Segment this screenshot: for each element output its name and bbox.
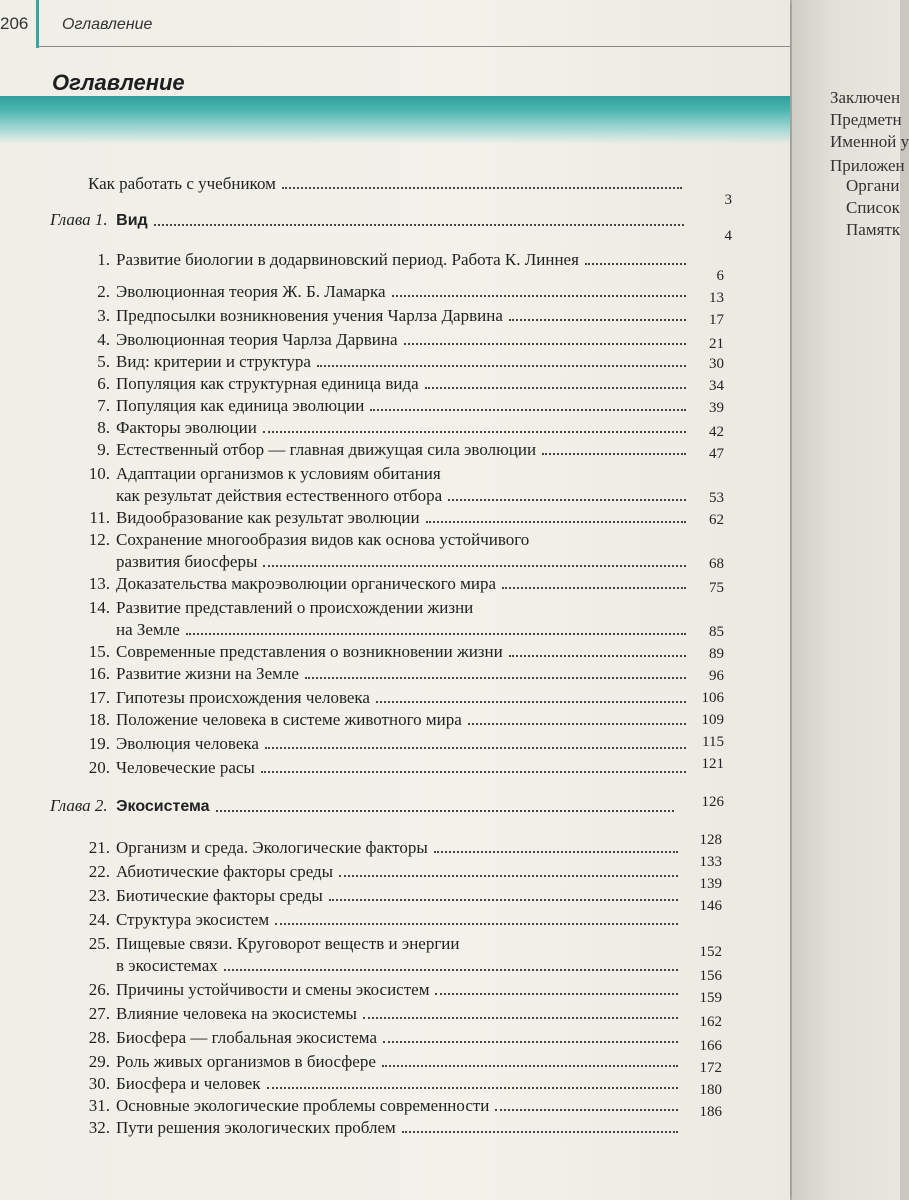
leader-dots [404, 343, 686, 345]
toc-entry-number: 32. [88, 1118, 110, 1137]
toc-entry-page: 6 [716, 268, 724, 284]
facing-page-item: Органи [846, 176, 900, 195]
toc-entry-title: Адаптации организмов к условиям обитания [116, 464, 441, 483]
toc-entry-number: 25. [88, 934, 110, 953]
toc-entry [78, 734, 692, 754]
chapter-1-title: Вид [116, 212, 148, 229]
toc-entry-title-continued: в экосистемах [116, 956, 218, 975]
toc-entry-page: 180 [699, 1082, 722, 1098]
leader-dots [392, 295, 686, 297]
toc-entry-page: 85 [709, 624, 724, 640]
toc-entry-continuation [116, 486, 692, 506]
toc-entry-page: 17 [709, 312, 724, 328]
toc-entry-number: 15. [88, 642, 110, 661]
toc-entry-page: 139 [699, 876, 722, 892]
toc-entry-number: 31. [88, 1096, 110, 1115]
chapter-2-title: Экосистема [116, 798, 210, 815]
toc-entry-title: Положение человека в системе животного мира [116, 710, 462, 729]
toc-intro-row [88, 174, 688, 194]
toc-entry-title: Эволюционная теория Ж. Б. Ламарка [116, 282, 386, 301]
toc-entry-title: Роль живых организмов в биосфере [116, 1052, 376, 1071]
toc-entry-page: 109 [701, 712, 724, 728]
leader-dots [186, 633, 686, 635]
running-header [0, 0, 790, 46]
leader-dots [154, 224, 684, 226]
toc-entry-page: 121 [701, 756, 724, 772]
toc-entry-number: 14. [88, 598, 110, 617]
toc-entry-number: 11. [89, 508, 110, 527]
toc-entry-number: 7. [97, 396, 110, 415]
toc-entry [78, 688, 692, 708]
toc-entry-number: 3. [97, 306, 110, 325]
toc-entry-page: 30 [709, 356, 724, 372]
toc-entry-title: Абиотические факторы среды [116, 862, 334, 881]
chapter-1-page: 4 [724, 228, 732, 244]
toc-entry-number: 6. [97, 374, 110, 393]
toc-entry-number: 1. [97, 250, 110, 269]
toc-entry-title: Современные представления о возникновении жизни [116, 642, 503, 661]
toc-entry-page: 75 [709, 580, 724, 596]
toc-entry-number: 26. [88, 980, 110, 999]
page-number: 206 [0, 14, 29, 33]
leader-dots [542, 453, 686, 455]
header-accent-line [36, 0, 39, 48]
leader-dots [363, 1017, 678, 1019]
toc-entry-page: 89 [709, 646, 724, 662]
leader-dots [261, 771, 686, 773]
toc-entry-title: Естественный отбор — главная движущая сила эволюции [116, 440, 537, 459]
chapter-1-number: Глава 1. [50, 210, 108, 229]
leader-dots [370, 409, 686, 411]
facing-page-item: Список [846, 198, 900, 217]
toc-entry-number: 18. [88, 710, 110, 729]
toc-entry [78, 1096, 684, 1116]
toc-entry-page: 39 [709, 400, 724, 416]
toc-entry [78, 1118, 684, 1138]
toc-entry-title: Развитие представлений о происхождении жизни [116, 598, 474, 617]
toc-entry-title: Причины устойчивости и смены экосистем [116, 980, 430, 999]
chapter-2-number: Глава 2. [50, 796, 108, 815]
toc-entry-number: 24. [88, 910, 110, 929]
toc-entry-title: Эволюция человека [116, 734, 259, 753]
leader-dots [275, 923, 678, 925]
toc-entry [78, 642, 692, 662]
leader-dots [265, 747, 686, 749]
toc-entry [78, 710, 692, 730]
leader-dots [216, 810, 674, 812]
toc-entry-title: Организм и среда. Экологические факторы [116, 838, 428, 857]
leader-dots [305, 677, 686, 679]
leader-dots [509, 655, 686, 657]
toc-entry-title: Эволюционная теория Чарлза Дарвина [116, 330, 398, 349]
toc-entry-page: 34 [709, 378, 724, 394]
leader-dots [585, 263, 686, 265]
toc-entry-page: 53 [709, 490, 724, 506]
toc-entry-number: 8. [97, 418, 110, 437]
leader-dots [263, 431, 686, 433]
leader-dots [509, 319, 686, 321]
toc-entry-page: 62 [709, 512, 724, 528]
toc-entry-page: 156 [699, 968, 722, 984]
leader-dots [425, 387, 686, 389]
toc-entry [78, 1052, 684, 1072]
chapter-2-row [50, 796, 680, 817]
toc-entry-title-continued: на Земле [116, 620, 180, 639]
toc-entry-number: 12. [88, 530, 110, 549]
leader-dots [382, 1065, 678, 1067]
toc-entry-title: Предпосылки возникновения учения Чарлза Дарвина [116, 306, 503, 325]
toc-entry-title: Биосфера — глобальная экосистема [116, 1028, 377, 1047]
toc-entry-number: 2. [97, 282, 110, 301]
toc-entry-continuation [116, 956, 684, 976]
toc-entry-title: Пути решения экологических проблем [116, 1118, 396, 1137]
leader-dots [448, 499, 686, 501]
toc-entry-title: Влияние человека на экосистемы [116, 1004, 357, 1023]
toc-entry-page: 146 [699, 898, 722, 914]
toc-entry-continuation [116, 552, 692, 572]
toc-entry [78, 758, 692, 778]
toc-entry [78, 1004, 684, 1024]
toc-entry-title: Структура экосистем [116, 910, 270, 929]
toc-entry-title: Биотические факторы среды [116, 886, 323, 905]
toc-entry-title: Развитие биологии в додарвиновский период. Работа К. Линнея [116, 250, 579, 269]
title-band [0, 96, 790, 144]
leader-dots [317, 365, 686, 367]
toc-entry [78, 396, 692, 416]
toc-entry-number: 16. [88, 664, 110, 683]
toc-entry-title-continued: как результат действия естественного отбора [116, 486, 443, 505]
toc-entry-number: 5. [97, 352, 110, 371]
leader-dots [383, 1041, 678, 1043]
toc-entry-page: 115 [702, 734, 724, 750]
toc-entry-page: 13 [709, 290, 724, 306]
toc-entry-title: Человеческие расы [116, 758, 255, 777]
toc-entry-page: 133 [699, 854, 722, 870]
page-title: Оглавление [52, 70, 185, 95]
toc-entry-page: 166 [699, 1038, 722, 1054]
leader-dots [495, 1109, 678, 1111]
toc-entry-page: 21 [709, 336, 724, 352]
toc-entry-title: Развитие жизни на Земле [116, 664, 299, 683]
toc-entry-continuation [116, 620, 692, 640]
leader-dots [329, 899, 678, 901]
leader-dots [502, 587, 686, 589]
toc-entry [78, 282, 692, 302]
running-title: Оглавление [62, 16, 153, 33]
toc-entry-page: 42 [709, 424, 724, 440]
toc-entry [78, 934, 684, 954]
toc-entry-number: 30. [88, 1074, 110, 1093]
facing-page [792, 0, 909, 1200]
header-rule [38, 46, 790, 47]
toc-entry [78, 440, 692, 460]
toc-entry-number: 4. [97, 330, 110, 349]
toc-entry-title: Пищевые связи. Круговорот веществ и энергии [116, 934, 460, 953]
chapter-1-row [50, 210, 690, 231]
toc-entry-number: 17. [88, 688, 110, 707]
toc-entry-number: 28. [88, 1028, 110, 1047]
leader-dots [435, 993, 678, 995]
toc-entry [78, 530, 692, 550]
facing-page-item: Памятк [846, 220, 901, 239]
leader-dots [282, 187, 682, 189]
toc-entry [78, 598, 692, 618]
toc-entry-title: Факторы эволюции [116, 418, 257, 437]
toc-entry [78, 886, 684, 906]
toc-entry-number: 29. [88, 1052, 110, 1071]
toc-entry-page: 68 [709, 556, 724, 572]
toc-entry [78, 508, 692, 528]
toc-entry-page: 162 [699, 1014, 722, 1030]
toc-entry-title: Гипотезы происхождения человека [116, 688, 370, 707]
toc-entry-title: Доказательства макроэволюции органического мира [116, 574, 496, 593]
toc-entry-number: 19. [88, 734, 110, 753]
leader-dots [267, 1087, 678, 1089]
toc-entry-title: Видообразование как результат эволюции [116, 508, 420, 527]
toc-entry-number: 13. [88, 574, 110, 593]
leader-dots [224, 969, 678, 971]
toc-entry-number: 21. [88, 838, 110, 857]
facing-page-item: Предметн [830, 110, 902, 129]
toc-entry-page: 128 [699, 832, 722, 848]
toc-entry-page: 159 [699, 990, 722, 1006]
leader-dots [376, 701, 686, 703]
toc-entry-page: 152 [699, 944, 722, 960]
toc-entry-number: 23. [88, 886, 110, 905]
toc-entry-number: 10. [88, 464, 110, 483]
chapter-2-page: 126 [701, 794, 724, 810]
toc-entry-number: 22. [88, 862, 110, 881]
toc-entry [78, 862, 684, 882]
facing-page-item: Именной у [830, 132, 909, 151]
toc-entry [78, 306, 692, 326]
leader-dots [434, 851, 678, 853]
toc-entry-title: Основные экологические проблемы современности [116, 1096, 490, 1115]
facing-page-item: Приложен [830, 156, 905, 175]
facing-page-item: Заключен [830, 88, 901, 107]
toc-entry-page: 172 [699, 1060, 722, 1076]
toc-intro-label: Как работать с учебником [88, 174, 276, 193]
toc-entry-page: 186 [699, 1104, 722, 1120]
toc-entry-number: 20. [88, 758, 110, 777]
toc-entry [78, 1074, 684, 1094]
toc-entry [78, 374, 692, 394]
toc-entry [78, 1028, 684, 1048]
leader-dots [263, 565, 686, 567]
toc-entry [78, 250, 692, 270]
toc-entry-page: 96 [709, 668, 724, 684]
leader-dots [339, 875, 678, 877]
toc-entry-title: Популяция как структурная единица вида [116, 374, 419, 393]
toc-entry-title: Биосфера и человек [116, 1074, 261, 1093]
toc-entry-page: 106 [701, 690, 724, 706]
leader-dots [402, 1131, 678, 1133]
toc-entry [78, 980, 684, 1000]
toc-entry [78, 574, 692, 594]
toc-entry-title-continued: развития биосферы [116, 552, 258, 571]
toc-entry-number: 9. [97, 440, 110, 459]
toc-entry [78, 464, 692, 484]
toc-entry-number: 27. [88, 1004, 110, 1023]
toc-entry [78, 838, 684, 858]
toc-entry [78, 330, 692, 350]
toc-entry-page: 47 [709, 446, 724, 462]
toc-entry-title: Вид: критерии и структура [116, 352, 311, 371]
toc-intro-page: 3 [724, 192, 732, 208]
toc-entry [78, 664, 692, 684]
leader-dots [426, 521, 686, 523]
leader-dots [468, 723, 686, 725]
toc-entry-title: Сохранение многообразия видов как основа устойчивого [116, 530, 530, 549]
toc-entry [78, 352, 692, 372]
toc-entry-title: Популяция как единица эволюции [116, 396, 365, 415]
toc-entry [78, 418, 692, 438]
toc-entry [78, 910, 684, 930]
